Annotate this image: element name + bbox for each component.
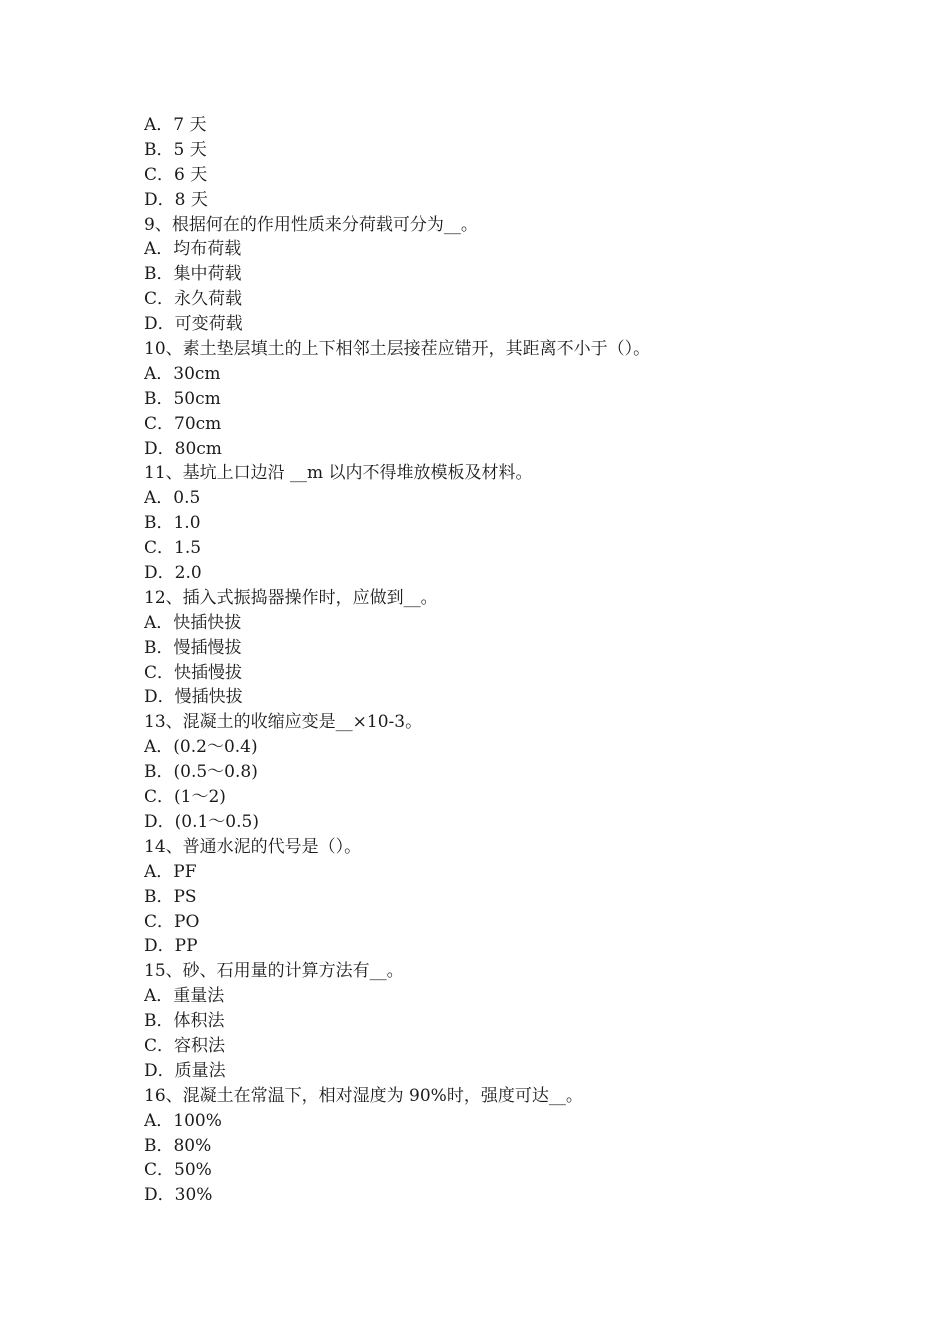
question-list [144,113,824,1208]
option-d: D．2.0 [144,563,202,584]
option-a: A．100% [144,1110,222,1131]
option-c: C．PO [144,911,200,932]
question-13: 13、混凝土的收缩应变是__×10-3。 [144,712,423,733]
option-b: B．集中荷载 [144,264,242,285]
option-d: D．慢插快拔 [144,687,243,708]
question-9: 9、根据何在的作用性质来分荷载可分为__。 [144,214,478,235]
option-b: B．5 天 [144,139,207,160]
option-a: A．快插快拔 [144,612,242,633]
option-c: C．永久荷载 [144,289,243,310]
question-10: 10、素土垫层填土的上下相邻土层接茬应错开，其距离不小于（）。 [144,339,651,360]
option-a: A．7 天 [144,115,207,135]
option-d: D．PP [144,936,198,957]
question-16: 16、混凝土在常温下，相对湿度为 90%时，强度可达__。 [144,1085,583,1106]
option-b: B．慢插慢拔 [144,637,242,658]
option-a: A．30cm [144,363,221,384]
option-d: D．80cm [144,438,222,459]
question-14: 14、普通水泥的代号是（）。 [144,836,362,857]
option-d: D．质量法 [144,1060,226,1081]
option-b: B．1.0 [144,513,201,534]
option-c: C．容积法 [144,1035,226,1056]
option-a: A．重量法 [144,986,225,1007]
option-a: A．(0.2～0.4) [144,737,258,758]
option-b: B．体积法 [144,1011,225,1032]
option-c: C．50% [144,1160,212,1181]
option-b: B．80% [144,1135,212,1156]
option-b: B．50cm [144,388,221,409]
option-a: A．均布荷载 [144,239,242,260]
option-c: C．70cm [144,413,222,434]
option-c: C．6 天 [144,164,208,185]
question-15: 15、砂、石用量的计算方法有__。 [144,961,404,982]
option-a: A．PF [144,861,197,882]
option-c: C．(1～2) [144,787,226,808]
question-12: 12、插入式振捣器操作时，应做到__。 [144,587,438,608]
option-d: D．8 天 [144,189,208,210]
option-c: C．快插慢拔 [144,662,243,683]
option-c: C．1.5 [144,538,202,559]
option-b: B．PS [144,886,197,907]
option-d: D．30% [144,1185,213,1206]
question-11: 11、基坑上口边沿 __m 以内不得堆放模板及材料。 [144,463,533,484]
option-b: B．(0.5～0.8) [144,762,258,783]
option-a: A．0.5 [144,488,201,509]
option-d: D．(0.1～0.5) [144,811,259,832]
option-d: D．可变荷载 [144,314,243,335]
